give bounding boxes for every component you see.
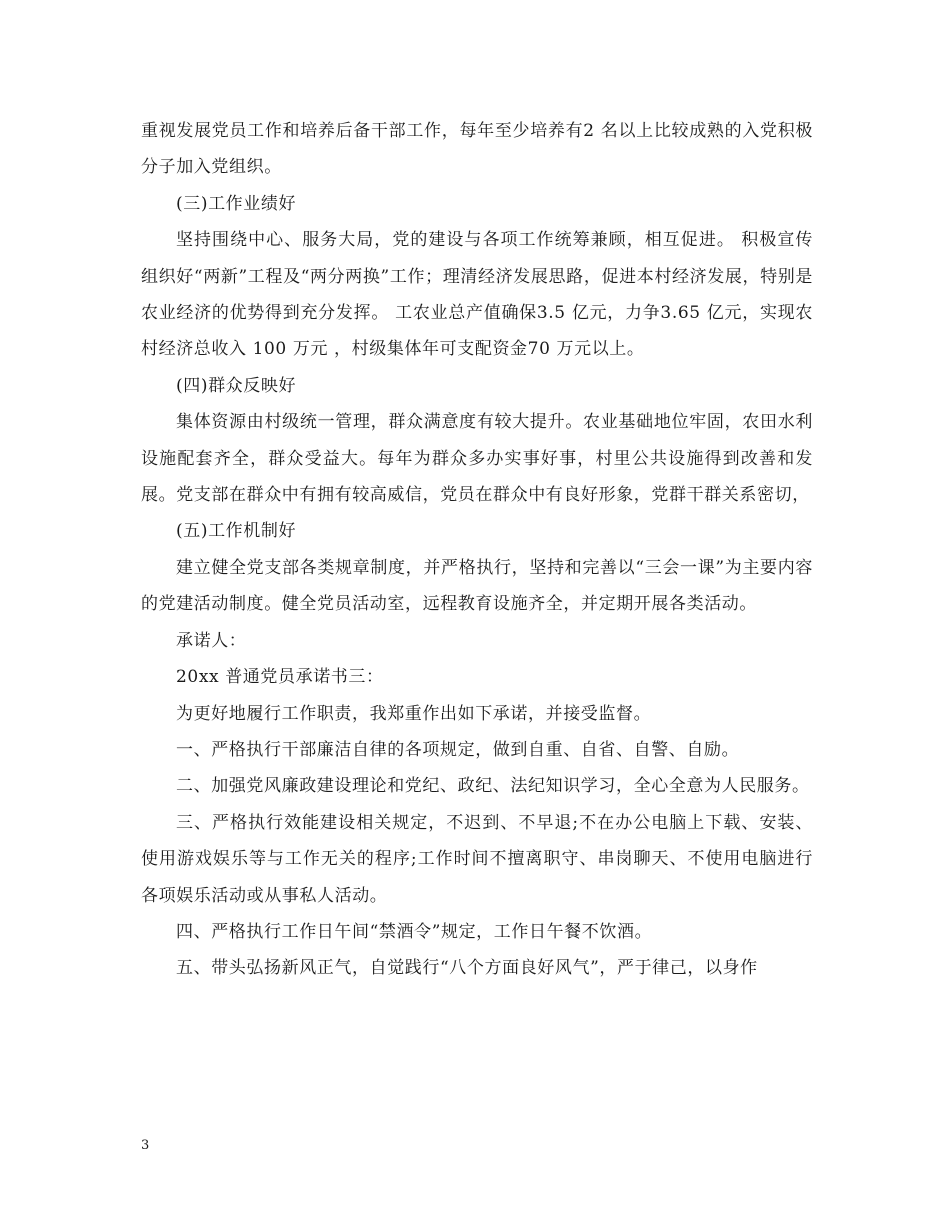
pledge-letter-three-title: 20xx 普通党员承诺书三： [176, 667, 384, 688]
pledge-intro: 为更好地履行工作职责，我郑重作出如下承诺，并接受监督。 [176, 703, 652, 724]
pledger-signature-line: 承诺人： [176, 630, 247, 651]
paragraph-work-performance: 坚持围绕中心、服务大局，党的建设与各项工作统筹兼顾，相互促进。 积极宣传组织好“两新”工程及“两分两换”工作；理清经济发展思路，促进本村经济发展，特别是农业经济的优势得到充分发挥。 工农业总产值确保3.5 亿元，力争3.65 亿元，实现农村经济总收入 100 万元 ，村级集体年可支配资金70 万元以上。 [141, 230, 813, 360]
pledge-item-one: 一、严格执行干部廉洁自律的各项规定，做到自重、自省、自警、自励。 [176, 739, 740, 760]
section-heading-work-mechanism: (五)工作机制好 [176, 521, 297, 542]
document-body [141, 113, 813, 987]
paragraph-continued-party-development: 重视发展党员工作和培养后备干部工作，每年至少培养有2 名以上比较成熟的入党积极分子加入党组织。 [141, 121, 813, 178]
pledge-item-four: 四、严格执行工作日午间“禁酒令”规定，工作日午餐不饮酒。 [176, 921, 653, 942]
paragraph-public-response: 集体资源由村级统一管理，群众满意度有较大提升。农业基础地位牢固，农田水利设施配套齐全，群众受益大。每年为群众多办实事好事，村里公共设施得到改善和发展。党支部在群众中有拥有较高威信，党员在群众中有良好形象，党群干群关系密切， [141, 412, 813, 506]
pledge-item-two: 二、加强党风廉政建设理论和党纪、政纪、法纪知识学习，全心全意为人民服务。 [176, 776, 810, 797]
pledge-item-five: 五、带头弘扬新风正气，自觉践行“八个方面良好风气”，严于律己，以身作 [176, 958, 758, 979]
section-heading-public-response: (四)群众反映好 [176, 375, 297, 396]
page-number: 3 [141, 1138, 150, 1153]
pledge-item-three: 三、严格执行效能建设相关规定，不迟到、不早退;不在办公电脑上下载、安装、使用游戏娱乐等与工作无关的程序;工作时间不擅离职守、串岗聊天、不使用电脑进行各项娱乐活动或从事私人活动。 [141, 812, 813, 906]
section-heading-work-performance: (三)工作业绩好 [176, 193, 297, 214]
paragraph-work-mechanism: 建立健全党支部各类规章制度，并严格执行，坚持和完善以“三会一课”为主要内容的党建活动制度。健全党员活动室，远程教育设施齐全，并定期开展各类活动。 [141, 557, 813, 615]
